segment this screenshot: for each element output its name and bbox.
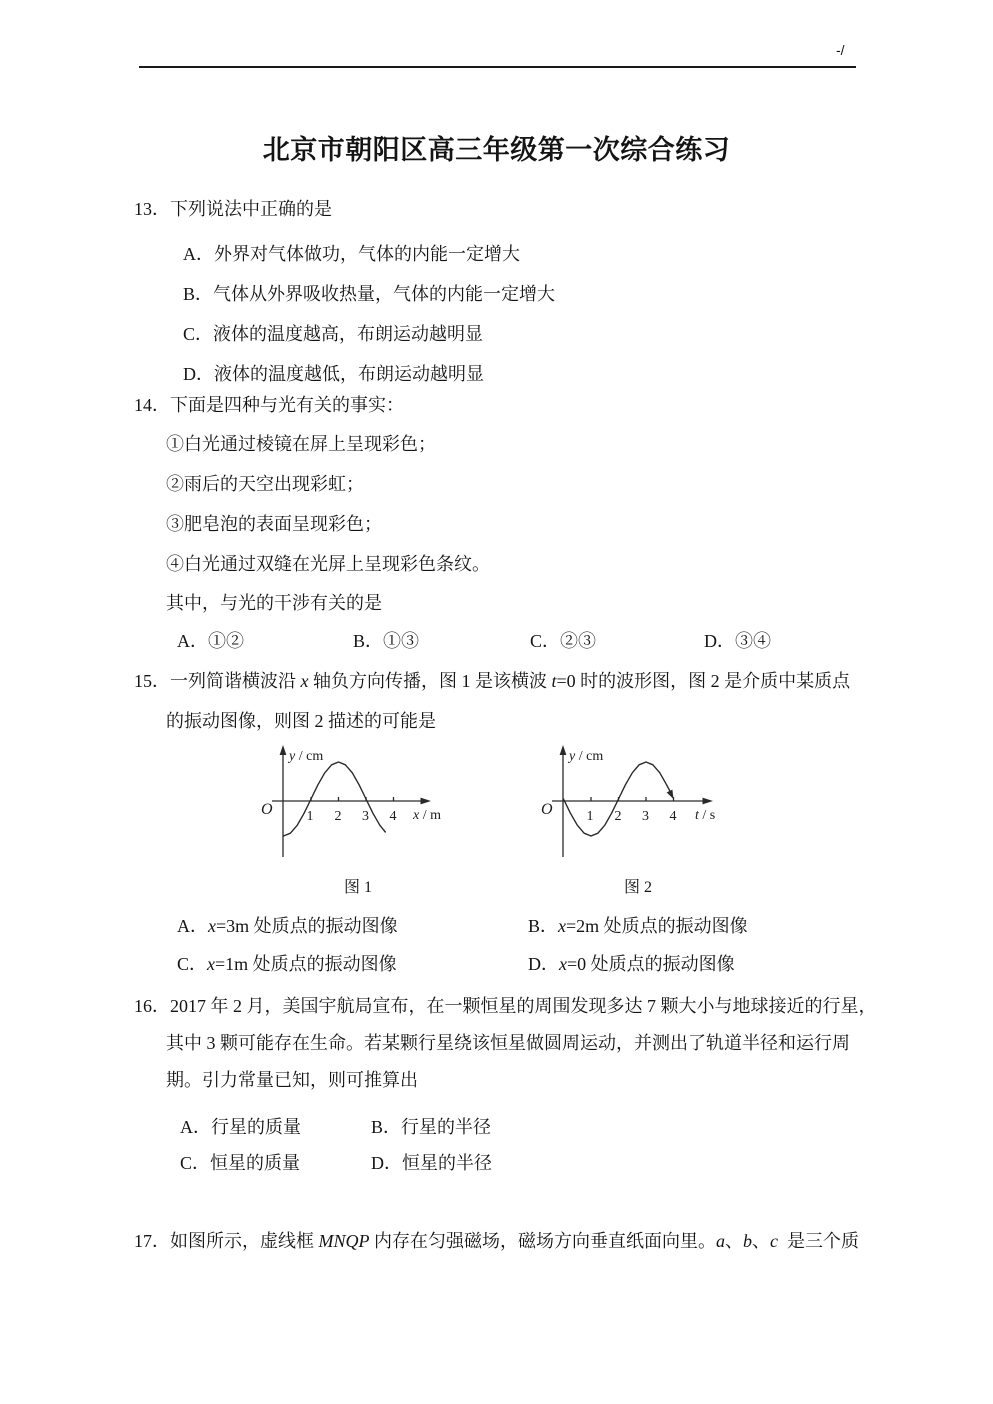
q13-option-b-text: 气体从外界吸收热量，气体的内能一定增大 — [213, 284, 556, 304]
fig2-x-axis-arrow — [703, 798, 714, 805]
q16-option-c-text: 恒星的质量 — [210, 1153, 301, 1173]
q14-option-b — [353, 630, 419, 652]
q15-stem-line2: 的振动图像，则图 2 描述的可能是 — [166, 711, 436, 731]
q16-stem-text-1: 2017 年 2 月，美国宇航局宣布，在一颗恒星的周围发现多达 7 颗大小与地球接近的行星， — [170, 996, 877, 1016]
q13-option-c-text: 液体的温度越高，布朗运动越明显 — [213, 324, 484, 344]
q16-option-c — [180, 1152, 300, 1174]
fig1-caption: 图 1 — [343, 879, 372, 896]
q16-option-a — [180, 1116, 301, 1138]
q16-option-b — [371, 1116, 491, 1138]
q13-option-c-label: C． — [183, 324, 214, 344]
q16-option-a-label: A． — [180, 1117, 211, 1137]
fig2-tick-label-2: 2 — [614, 809, 622, 824]
fig1-tick-label-4: 4 — [389, 809, 397, 824]
fig1-tick-label-3: 3 — [362, 809, 369, 824]
q15-number: 15． — [134, 671, 170, 691]
q13-number: 13． — [134, 199, 170, 219]
q14-stem — [134, 394, 404, 416]
exam-title: 北京市朝阳区高三年级第一次综合练习 — [262, 135, 731, 165]
q16-option-d — [371, 1152, 492, 1174]
q15-option-a: A．x=3m 处质点的振动图像 — [177, 916, 398, 936]
q15-stem-text-1: 一列简谐横波沿 x 轴负方向传播，图 1 是该横波 t=0 时的波形图，图 2 是介质中某质点 — [170, 671, 851, 691]
fig2-tick-label-1: 1 — [586, 809, 594, 824]
fig2-y-axis-label: y / cm — [569, 749, 604, 764]
q14-option-a-text: ①② — [208, 631, 244, 651]
q15-option-c: C．x=1m 处质点的振动图像 — [177, 954, 397, 974]
fig1-x-axis-label: x / m — [413, 808, 441, 823]
q13-option-b-label: B． — [183, 284, 214, 304]
q13-option-d — [183, 363, 484, 385]
q16-option-c-label: C． — [180, 1153, 211, 1173]
q16-stem-line1 — [134, 995, 877, 1017]
q16-stem-line2: 其中 3 颗可能存在生命。若某颗行星绕该恒星做圆周运动，并测出了轨道半径和运行周 — [166, 1033, 850, 1053]
fig1-x-axis-arrow — [421, 798, 432, 805]
q14-option-d-label: D． — [704, 631, 735, 651]
fig1-svg — [253, 743, 463, 865]
q14-option-b-text: ①③ — [383, 631, 420, 651]
page-corner-mark: -/ — [836, 42, 845, 58]
q16-option-b-label: B． — [371, 1117, 402, 1137]
q14-fact-2: ②雨后的天空出现彩虹； — [166, 474, 364, 494]
q14-fact-4: ④白光通过双缝在光屏上呈现彩色条纹。 — [166, 554, 490, 574]
q16-option-d-text: 恒星的半径 — [402, 1153, 492, 1173]
q14-option-b-label: B． — [353, 631, 384, 651]
fig2-curve-end-arrow — [667, 790, 674, 799]
q13-option-d-label: D． — [183, 364, 214, 384]
fig2-wave-curve — [564, 762, 673, 836]
q14-fact-3: ③肥皂泡的表面呈现彩色； — [166, 514, 382, 534]
fig1-y-axis-arrow — [280, 745, 287, 755]
q16-option-a-text: 行星的质量 — [211, 1117, 301, 1137]
fig1-wave-curve — [284, 762, 386, 836]
fig2-x-axis-label: t / s — [695, 808, 716, 823]
fig1-origin-label: O — [261, 801, 273, 818]
q14-option-d-text: ③④ — [735, 631, 771, 651]
q13-option-a-text: 外界对气体做功，气体的内能一定增大 — [214, 244, 520, 264]
fig1-tick-label-1: 1 — [306, 809, 314, 824]
q17-stem-text: 如图所示，虚线框 MNQP 内存在匀强磁场，磁场方向垂直纸面向里。a、b、c 是三个质 — [170, 1231, 859, 1251]
q13-option-a-label: A． — [183, 244, 214, 264]
fig2-caption: 图 2 — [623, 879, 652, 896]
figure-1-waveform-graph — [253, 743, 463, 865]
fig2-tick-label-4: 4 — [669, 809, 677, 824]
q13-option-c — [183, 323, 483, 345]
q15-option-b: B．x=2m 处质点的振动图像 — [528, 916, 748, 936]
figure-2-vibration-graph — [533, 743, 743, 865]
fig2-y-axis-arrow — [560, 745, 567, 755]
q13-stem — [134, 198, 332, 220]
q17-number: 17． — [134, 1231, 170, 1251]
q16-option-d-label: D． — [371, 1153, 402, 1173]
fig2-svg — [533, 743, 743, 865]
q14-option-d — [704, 630, 771, 652]
q15-stem-line1 — [134, 670, 850, 692]
fig1-tick-label-2: 2 — [334, 809, 342, 824]
q14-option-a-label: A． — [177, 631, 208, 651]
fig2-origin-label: O — [541, 801, 553, 818]
q17-stem — [134, 1230, 859, 1252]
q16-number: 16． — [134, 996, 170, 1016]
header-divider-line — [139, 66, 856, 68]
fig2-tick-label-3: 3 — [642, 809, 649, 824]
q14-number: 14． — [134, 395, 170, 415]
q16-option-b-text: 行星的半径 — [401, 1117, 492, 1137]
fig1-y-axis-label: y / cm — [289, 749, 324, 764]
q14-prompt: 其中，与光的干涉有关的是 — [166, 593, 382, 613]
q13-option-d-text: 液体的温度越低，布朗运动越明显 — [214, 364, 484, 384]
q14-option-a — [177, 630, 244, 652]
q13-stem-text: 下列说法中正确的是 — [170, 199, 332, 219]
q13-option-a — [183, 243, 520, 265]
q13-option-b — [183, 283, 555, 305]
q14-fact-1: ①白光通过棱镜在屏上呈现彩色； — [166, 434, 436, 454]
q16-stem-line3: 期。引力常量已知，则可推算出 — [166, 1070, 418, 1090]
q14-option-c-text: ②③ — [560, 631, 597, 651]
q14-option-c — [530, 630, 596, 652]
q14-option-c-label: C． — [530, 631, 561, 651]
q14-stem-text: 下面是四种与光有关的事实： — [170, 395, 404, 415]
q15-option-d: D．x=0 处质点的振动图像 — [528, 954, 735, 974]
